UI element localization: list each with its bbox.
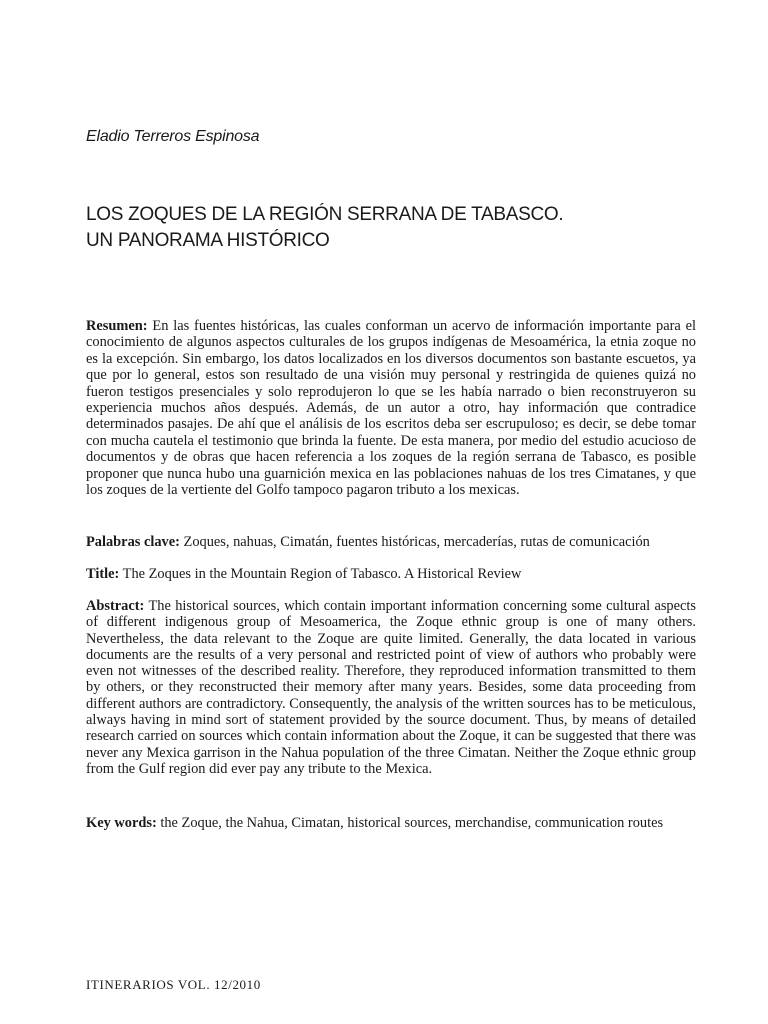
journal-footer: ITINERARIOS VOL. 12/2010	[86, 977, 261, 992]
author-name: Eladio Terreros Espinosa	[86, 128, 260, 145]
palabras-clave-text: Zoques, nahuas, Cimatán, fuentes históricas, mercaderías, rutas de comunicación	[183, 534, 650, 550]
abstract-label: Abstract:	[86, 598, 145, 614]
resumen-text: En las fuentes históricas, las cuales conforman un acervo de información importante para el conocimiento de algunos aspectos culturales de los grupos indígenas de Mesoamérica, la etnia zoque no es la excepción. Sin embargo, los datos localizados en los diversos documentos son bastante escuetos, ya que por lo general, estos son resultado de una visión muy personal y restringida de quienes quizá no fueron testigos presenciales y solo reprodujeron lo que se les había narrado o bien reconstruyeron su experiencia muchos años después. Además, de un autor a otro, hay información que contradice determinados pasajes. De ahí que el análisis de los escritos deba ser escrupuloso; es decir, se debe tomar con mucha cautela el testimonio que brinda la fuente. De esta manera, por medio del estudio acucioso de documentos y de obras que hacen referencia a los zoques de la región serrana de Tabasco, es posible proponer que nunca hubo una guarnición mexica en las poblaciones nahuas de los tres Cimatanes, y que los zoques de la vertiente del Golfo tampoco pagaron tributo a los mexicas.	[86, 318, 696, 499]
english-title-text: The Zoques in the Mountain Region of Tabasco. A Historical Review	[122, 566, 522, 582]
abstract-text: The historical sources, which contain important information concerning some cultural aspects of different indigenous group of Mesoamerica, the Zoque ethnic group is one of many others. Nevertheless, the data relevant to the Zoque are quite limited. Generally, the data located in various documents are the results of a very personal and restricted point of view of authors who probably were even not witnesses of the described reality. Therefore, they reproduced information transmitted to them by others, or they reconstructed their memory after many years. Besides, some data proceeding from different authors are contradictory. Consequently, the analysis of the written sources has to be meticulous, always having in mind sort of statement provided by the source document. Thus, by means of detailed research carried on sources which contain information about the Zoque, it can be suggested that there was never any Mexica garrison in the Nahua population of the three Cimatan. Neither the Zoque ethnic group from the Gulf region did ever pay any tribute to the Mexica.	[86, 598, 696, 777]
palabras-clave-paragraph	[86, 534, 696, 550]
palabras-clave-label: Palabras clave:	[86, 534, 180, 550]
article-title-line-1: LOS ZOQUES DE LA REGIÓN SERRANA DE TABASCO.	[86, 204, 564, 225]
article-title-line-2: UN PANORAMA HISTÓRICO	[86, 230, 330, 251]
english-title-paragraph	[86, 566, 696, 582]
article-page	[86, 0, 696, 1024]
resumen-paragraph	[86, 318, 696, 498]
abstract-paragraph	[86, 598, 696, 777]
key-words-label: Key words:	[86, 815, 157, 831]
article-title	[86, 202, 696, 254]
english-title-label: Title:	[86, 566, 120, 582]
key-words-paragraph	[86, 815, 696, 831]
key-words-text: the Zoque, the Nahua, Cimatan, historical sources, merchandise, communication routes	[160, 815, 664, 831]
resumen-label: Resumen:	[86, 318, 148, 334]
